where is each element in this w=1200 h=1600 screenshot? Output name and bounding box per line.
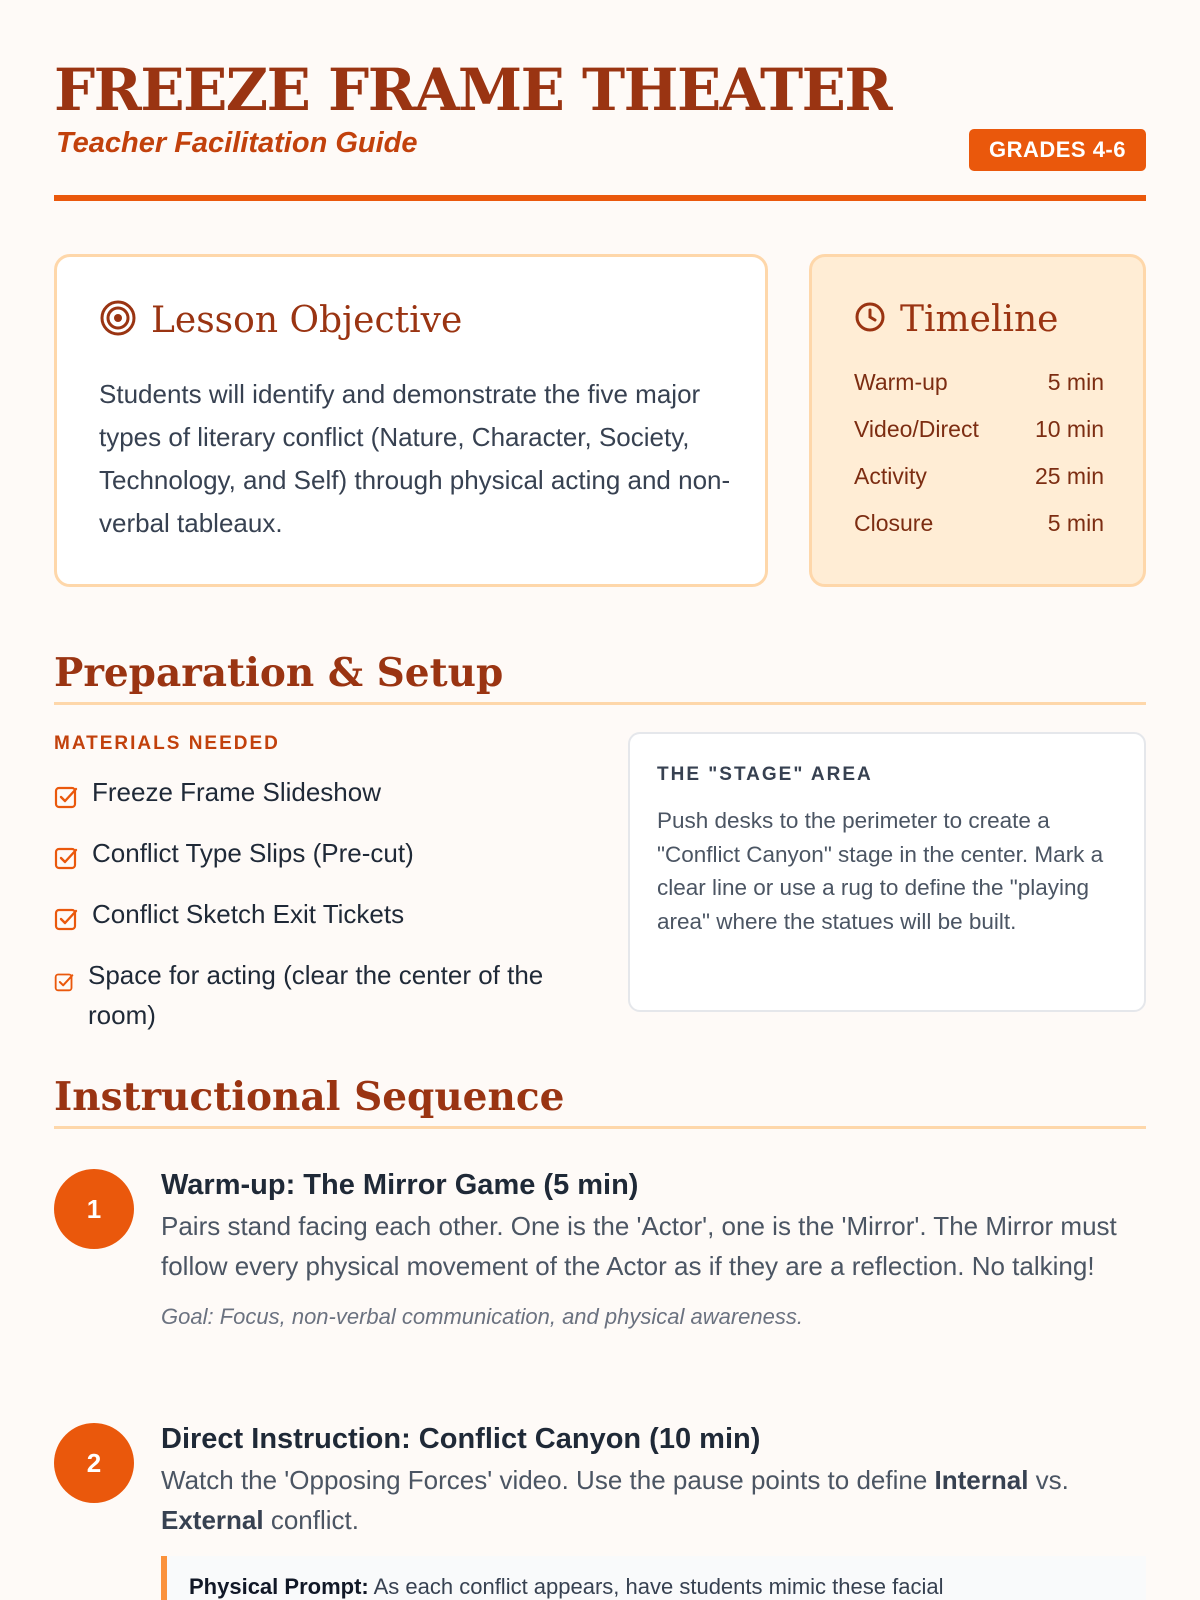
material-label: Conflict Type Slips (Pre-cut) bbox=[92, 838, 414, 868]
stage-area-text: Push desks to the perimeter to create a "Conflict Canyon" stage in the center. Mark a clear line or use a rug to define the "playing area" where the statues will be built. bbox=[657, 808, 1104, 934]
objective-text: Students will identify and demonstrate the five major types of literary conflict (Nature, Character, Society, Technology, and Self) through physical acting and non-verbal tableaux. bbox=[99, 379, 731, 538]
timeline-duration: 5 min bbox=[1047, 369, 1104, 395]
step-number-badge: 1 bbox=[54, 1169, 134, 1249]
sequence-heading: Instructional Sequence bbox=[54, 1074, 565, 1120]
timeline-duration: 25 min bbox=[1034, 463, 1104, 489]
step-term-internal: Internal bbox=[934, 1465, 1029, 1495]
timeline-list bbox=[854, 369, 1104, 557]
timeline-duration: 5 min bbox=[1047, 510, 1104, 536]
page-subtitle: Teacher Facilitation Guide bbox=[56, 127, 418, 159]
stage-area-label: THE "STAGE" AREA bbox=[657, 764, 873, 785]
material-label: Freeze Frame Slideshow bbox=[92, 777, 381, 807]
checkbox-checked-icon bbox=[54, 780, 78, 820]
timeline-phase: Video/Direct bbox=[854, 416, 979, 442]
timeline-phase: Closure bbox=[854, 510, 934, 536]
prompt-text: As each conflict appears, have students mimic these facial bbox=[368, 1574, 944, 1599]
step-term-external: External bbox=[161, 1505, 264, 1535]
materials-label: MATERIALS NEEDED bbox=[54, 733, 280, 754]
material-item bbox=[54, 833, 564, 881]
timeline-row bbox=[854, 463, 1104, 510]
timeline-row bbox=[854, 369, 1104, 416]
material-item bbox=[54, 894, 564, 942]
objective-card bbox=[54, 254, 768, 587]
timeline-header bbox=[854, 299, 1058, 340]
timeline-phase: Warm-up bbox=[854, 369, 948, 395]
target-icon bbox=[99, 299, 137, 342]
page-title: FREEZE FRAME THEATER bbox=[54, 56, 892, 124]
timeline-row bbox=[854, 510, 1104, 557]
objective-title: Lesson Objective bbox=[151, 300, 463, 341]
step-goal: Goal: Focus, non-verbal communication, and physical awareness. bbox=[161, 1304, 803, 1329]
step-description-text: conflict. bbox=[263, 1505, 359, 1535]
objective-header bbox=[99, 299, 462, 342]
material-label: Space for acting (clear the center of the room) bbox=[88, 960, 544, 1030]
checkbox-checked-icon bbox=[54, 841, 78, 881]
header-divider bbox=[54, 195, 1146, 201]
preparation-divider bbox=[54, 702, 1146, 705]
timeline-phase: Activity bbox=[854, 463, 927, 489]
step-description-text: Watch the 'Opposing Forces' video. Use the pause points to define bbox=[161, 1465, 935, 1495]
timeline-row bbox=[854, 416, 1104, 463]
timeline-duration: 10 min bbox=[1034, 416, 1104, 442]
material-item bbox=[54, 772, 564, 820]
step-description bbox=[161, 1460, 1146, 1540]
step-title: Warm-up: The Mirror Game (5 min) bbox=[161, 1169, 639, 1201]
step-number-badge: 2 bbox=[54, 1423, 134, 1503]
timeline-title: Timeline bbox=[900, 299, 1059, 340]
physical-prompt-callout bbox=[161, 1556, 1146, 1600]
sequence-divider bbox=[54, 1126, 1146, 1129]
step-description-text: vs. bbox=[1028, 1465, 1069, 1495]
clock-icon bbox=[854, 301, 886, 338]
prompt-label: Physical Prompt: bbox=[189, 1574, 369, 1599]
step-body bbox=[161, 1169, 1146, 1330]
materials-list bbox=[54, 772, 564, 1048]
material-label: Conflict Sketch Exit Tickets bbox=[92, 899, 405, 929]
checkbox-checked-icon bbox=[54, 902, 78, 942]
preparation-heading: Preparation & Setup bbox=[54, 650, 504, 696]
material-item bbox=[54, 955, 564, 1035]
step-body bbox=[161, 1423, 1146, 1600]
grade-badge: GRADES 4-6 bbox=[969, 129, 1146, 171]
timeline-card bbox=[809, 254, 1146, 587]
checkbox-checked-icon bbox=[54, 963, 74, 1003]
step-title: Direct Instruction: Conflict Canyon (10 min) bbox=[161, 1423, 761, 1455]
stage-area-card bbox=[628, 732, 1146, 1012]
step-description: Pairs stand facing each other. One is the 'Actor', one is the 'Mirror'. The Mirror must follow every physical movement of the Actor as if they are a reflection. No talking! bbox=[161, 1211, 1117, 1281]
